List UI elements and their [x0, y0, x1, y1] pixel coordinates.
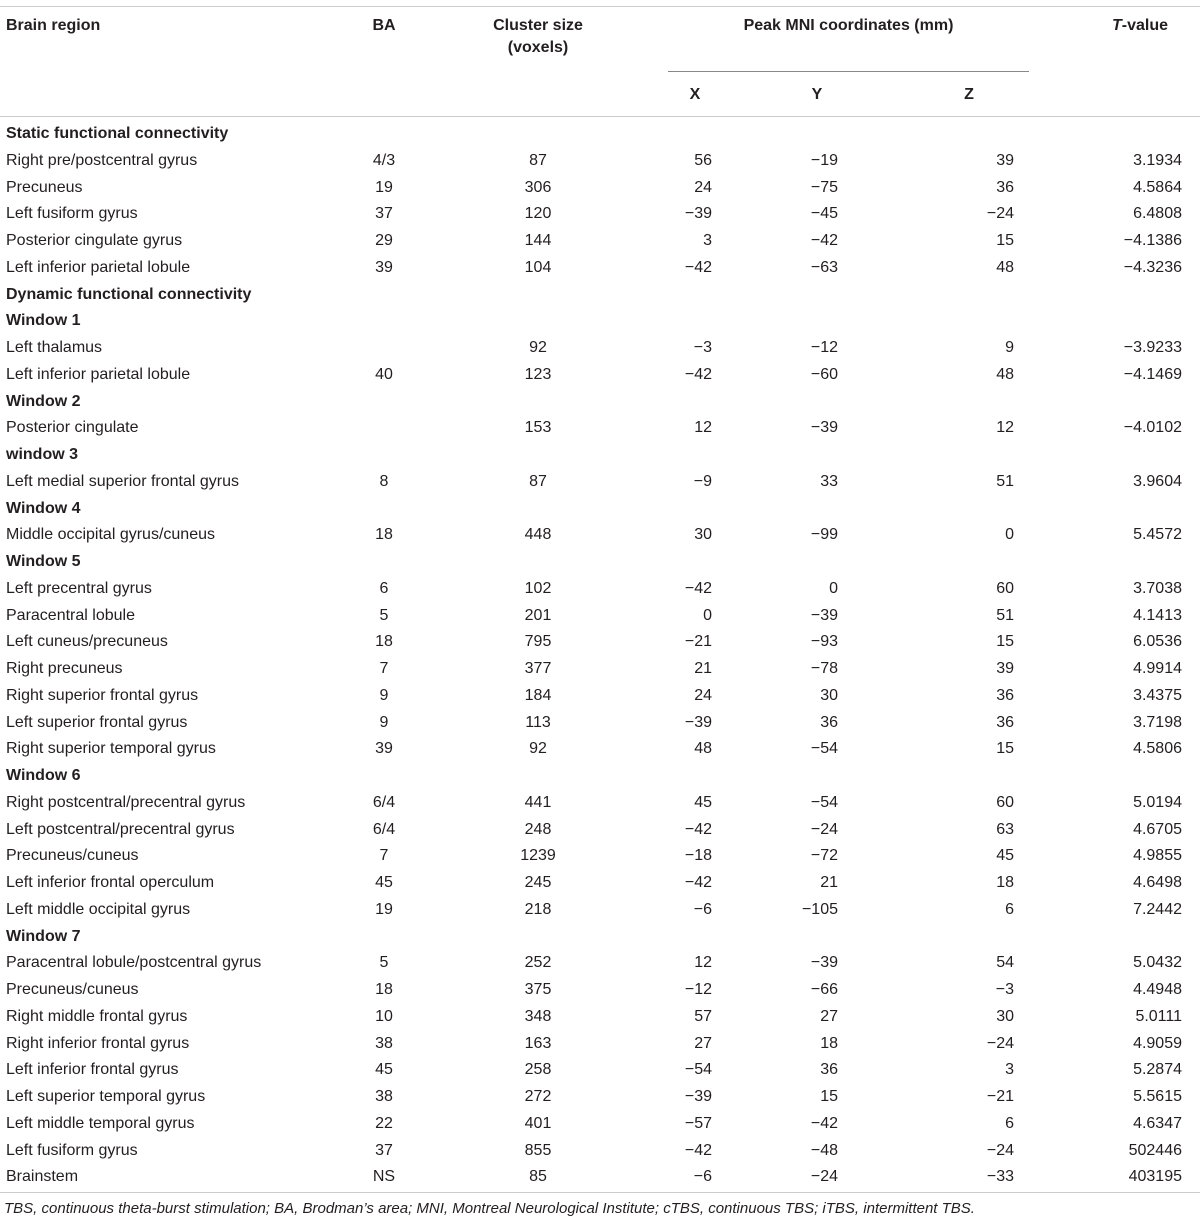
- cell-z: 51: [996, 472, 1014, 490]
- cell-z: 0: [1005, 526, 1014, 544]
- table-row: [0, 1003, 1200, 1030]
- cell-region: Right pre/postcentral gyrus: [6, 151, 198, 169]
- cell-z: 36: [996, 686, 1014, 704]
- cell-cluster: 104: [524, 258, 552, 276]
- cell-t: −3.9233: [1123, 339, 1182, 356]
- cell-region: Left fusiform gyrus: [6, 1141, 138, 1159]
- bottom-rule: [0, 1192, 1200, 1193]
- cell-z: −24: [986, 205, 1014, 223]
- cell-t: −4.1386: [1123, 232, 1182, 249]
- cell-x: 24: [694, 686, 712, 704]
- cell-y: −75: [810, 178, 838, 196]
- cell-cluster: 375: [524, 981, 552, 998]
- header-cluster-line2: (voxels): [507, 39, 569, 56]
- cell-t: 403195: [1128, 1168, 1182, 1186]
- cell-x: −42: [684, 258, 712, 276]
- cell-t: 4.6498: [1133, 874, 1182, 891]
- cell-x: −39: [684, 713, 712, 731]
- cell-t: 4.9855: [1133, 847, 1182, 865]
- header-t-value: [1060, 15, 1168, 37]
- cell-region: Left cuneus/precuneus: [6, 633, 168, 651]
- mni-subheader-rule: [668, 71, 1029, 72]
- cell-region: Left middle temporal gyrus: [6, 1114, 195, 1132]
- cell-t: 4.6705: [1133, 820, 1182, 838]
- table-row: [0, 869, 1200, 896]
- header-ba: BA: [372, 17, 396, 34]
- table-body: [0, 120, 1200, 1190]
- cell-z: 30: [996, 1007, 1014, 1025]
- cell-x: 24: [694, 178, 712, 196]
- table-row: [0, 682, 1200, 709]
- cell-y: −39: [810, 606, 838, 624]
- cell-ba: 38: [375, 1034, 393, 1052]
- cell-y: −105: [801, 900, 838, 918]
- cell-cluster: 92: [529, 740, 547, 758]
- table-row: [0, 1137, 1200, 1164]
- cell-y: −45: [810, 205, 838, 223]
- cell-cluster: 163: [524, 1034, 552, 1052]
- cell-t: 5.0111: [1135, 1007, 1182, 1025]
- cell-z: 15: [996, 633, 1014, 651]
- header-t-rest: -value: [1121, 17, 1168, 34]
- cell-cluster: 377: [524, 660, 552, 677]
- cell-cluster: 855: [524, 1141, 552, 1159]
- cell-x: −12: [684, 981, 712, 998]
- cell-region: Left superior temporal gyrus: [6, 1088, 206, 1105]
- cell-region: Left middle occipital gyrus: [6, 900, 191, 918]
- cell-cluster: 144: [524, 232, 552, 249]
- table-row: [0, 575, 1200, 602]
- table-row: [0, 655, 1200, 682]
- cell-region: Precuneus: [6, 178, 83, 196]
- cell-z: 51: [996, 606, 1014, 624]
- section-header-row: [0, 923, 1200, 950]
- table-row: [0, 735, 1200, 762]
- cell-y: −12: [810, 339, 838, 356]
- cell-cluster: 120: [524, 205, 552, 223]
- cell-x: −42: [684, 874, 712, 891]
- cell-region: Window 4: [6, 499, 81, 517]
- cell-y: −39: [810, 419, 838, 437]
- cell-region: Left inferior frontal gyrus: [6, 1061, 179, 1079]
- cell-t: 3.7038: [1133, 579, 1182, 597]
- header-z: Z: [964, 86, 974, 103]
- table-row: [0, 414, 1200, 441]
- header-cluster-line1: Cluster size: [493, 17, 583, 34]
- cell-t: 4.5806: [1133, 740, 1182, 758]
- cell-z: −24: [986, 1141, 1014, 1159]
- table-row: [0, 334, 1200, 361]
- cell-t: 6.0536: [1133, 633, 1182, 651]
- cell-x: 56: [694, 151, 712, 169]
- cell-ba: 37: [375, 1141, 393, 1159]
- cell-z: 6: [1005, 1114, 1014, 1132]
- section-header-row: [0, 281, 1200, 308]
- cell-x: −6: [693, 900, 712, 918]
- cell-cluster: 87: [529, 151, 547, 169]
- cell-ba: 7: [379, 660, 389, 677]
- table-row: [0, 1163, 1200, 1190]
- cell-z: 18: [996, 874, 1014, 891]
- cell-region: Left superior frontal gyrus: [6, 713, 188, 731]
- cell-y: −93: [810, 633, 838, 651]
- cell-z: 60: [996, 793, 1014, 811]
- cell-t: 3.7198: [1133, 713, 1182, 731]
- cell-region: Left thalamus: [6, 339, 103, 356]
- cell-ba: 9: [379, 686, 389, 704]
- cell-x: 3: [703, 232, 712, 249]
- table-row: [0, 842, 1200, 869]
- table-row: [0, 468, 1200, 495]
- cell-t: 4.6347: [1133, 1114, 1182, 1132]
- cell-y: −54: [810, 740, 838, 758]
- header-t-italic: T: [1111, 17, 1122, 34]
- cell-t: −4.1469: [1123, 365, 1182, 383]
- cell-t: 4.4948: [1133, 981, 1182, 998]
- cell-t: 5.2874: [1133, 1061, 1182, 1079]
- cell-t: −4.3236: [1123, 258, 1182, 276]
- cell-ba: 38: [375, 1088, 393, 1105]
- cell-region: Window 7: [6, 927, 81, 945]
- cell-region: Left inferior parietal lobule: [6, 365, 191, 383]
- cell-z: 48: [996, 365, 1014, 383]
- cell-t: 4.1413: [1133, 606, 1182, 624]
- section-header-row: [0, 120, 1200, 147]
- table-row: [0, 816, 1200, 843]
- cell-ba: 18: [375, 526, 393, 544]
- cell-x: 30: [694, 526, 712, 544]
- cell-z: 9: [1005, 339, 1014, 356]
- table-row: [0, 1110, 1200, 1137]
- cell-region: Paracentral lobule: [6, 606, 135, 624]
- top-rule: [0, 6, 1200, 7]
- cell-y: 0: [829, 579, 838, 597]
- cell-region: Right postcentral/precentral gyrus: [6, 793, 246, 811]
- cell-region: Window 6: [6, 767, 81, 784]
- cell-y: −99: [810, 526, 838, 544]
- cell-ba: 18: [375, 981, 393, 998]
- cell-y: 33: [820, 472, 838, 490]
- cell-z: 15: [996, 740, 1014, 758]
- cell-ba: 37: [375, 205, 393, 223]
- cell-ba: 22: [375, 1114, 393, 1132]
- cell-x: 57: [694, 1007, 712, 1025]
- cell-z: 6: [1005, 900, 1014, 918]
- section-header-row: [0, 548, 1200, 575]
- cell-ba: 7: [379, 847, 389, 865]
- cell-ba: 18: [375, 633, 393, 651]
- cell-t: 5.0432: [1133, 954, 1182, 972]
- cell-ba: 8: [379, 472, 389, 490]
- table-row: [0, 949, 1200, 976]
- header-brain-region: Brain region: [6, 17, 101, 34]
- cell-region: Right superior temporal gyrus: [6, 740, 216, 758]
- cell-cluster: 795: [524, 633, 552, 651]
- cell-y: 27: [820, 1007, 838, 1025]
- cell-y: −42: [810, 232, 838, 249]
- cell-t: 6.4808: [1133, 205, 1182, 223]
- cell-region: Right inferior frontal gyrus: [6, 1034, 190, 1052]
- cell-cluster: 252: [524, 954, 552, 972]
- cell-cluster: 102: [524, 579, 552, 597]
- cell-z: 39: [996, 660, 1014, 677]
- cell-ba: 6/4: [372, 793, 396, 811]
- cell-t: 4.9059: [1133, 1034, 1182, 1052]
- cell-cluster: 348: [524, 1007, 552, 1025]
- cell-x: 0: [703, 606, 712, 624]
- cell-ba: 19: [375, 900, 393, 918]
- cell-x: −39: [684, 1088, 712, 1105]
- cell-cluster: 245: [524, 874, 552, 891]
- cell-y: −39: [810, 954, 838, 972]
- cell-x: 45: [694, 793, 712, 811]
- cell-t: 3.9604: [1133, 472, 1182, 490]
- cell-t: 7.2442: [1133, 900, 1182, 918]
- cell-region: Paracentral lobule/postcentral gyrus: [6, 954, 262, 972]
- cell-region: Window 5: [6, 553, 81, 570]
- cell-y: −60: [810, 365, 838, 383]
- cell-cluster: 92: [529, 339, 547, 356]
- cell-z: −33: [986, 1168, 1014, 1186]
- header-x: X: [689, 86, 701, 103]
- cell-z: 36: [996, 713, 1014, 731]
- cell-region: Brainstem: [6, 1168, 79, 1186]
- cell-y: 36: [820, 713, 838, 731]
- cell-ba: 9: [379, 713, 389, 731]
- cell-region: Left medial superior frontal gyrus: [6, 472, 239, 490]
- cell-region: Middle occipital gyrus/cuneus: [6, 526, 215, 544]
- cell-region: Precuneus/cuneus: [6, 981, 139, 998]
- cell-t: −4.0102: [1123, 419, 1182, 437]
- table-row: [0, 521, 1200, 548]
- cell-z: 36: [996, 178, 1014, 196]
- cell-cluster: 123: [524, 365, 552, 383]
- cell-t: 4.9914: [1133, 660, 1182, 677]
- table-row: [0, 147, 1200, 174]
- cell-cluster: 441: [524, 793, 552, 811]
- cell-ba: 45: [375, 1061, 393, 1079]
- cell-y: −66: [810, 981, 838, 998]
- table-row: [0, 628, 1200, 655]
- cell-x: −9: [693, 472, 712, 490]
- table-row: [0, 1056, 1200, 1083]
- table-row: [0, 200, 1200, 227]
- table-row: [0, 709, 1200, 736]
- table-row: [0, 361, 1200, 388]
- cell-y: 18: [820, 1034, 838, 1052]
- cell-x: 48: [694, 740, 712, 758]
- cell-y: −54: [810, 793, 838, 811]
- cell-z: 15: [996, 232, 1014, 249]
- cell-region: Posterior cingulate: [6, 419, 139, 437]
- cell-region: Left inferior frontal operculum: [6, 874, 215, 891]
- cell-y: −78: [810, 660, 838, 677]
- cell-x: −54: [684, 1061, 712, 1079]
- cell-cluster: 87: [529, 472, 547, 490]
- cell-region: Window 2: [6, 392, 81, 410]
- cell-cluster: 85: [529, 1168, 547, 1186]
- table-row: [0, 602, 1200, 629]
- cell-x: −42: [684, 579, 712, 597]
- cell-region: Right superior frontal gyrus: [6, 686, 199, 704]
- cell-region: Window 1: [6, 312, 81, 330]
- section-header-row: [0, 307, 1200, 334]
- cell-y: −48: [810, 1141, 838, 1159]
- cell-region: Left postcentral/precentral gyrus: [6, 820, 235, 838]
- cell-region: window 3: [6, 446, 78, 463]
- cell-region: Left fusiform gyrus: [6, 205, 138, 223]
- cell-cluster: 218: [524, 900, 552, 918]
- cell-x: 12: [694, 419, 712, 437]
- cell-ba: 45: [375, 874, 393, 891]
- cell-ba: 19: [375, 178, 393, 196]
- table-row: [0, 1030, 1200, 1057]
- table-row: [0, 1083, 1200, 1110]
- cell-ba: 4/3: [372, 151, 396, 169]
- cell-x: −42: [684, 365, 712, 383]
- cell-ba: 29: [375, 232, 393, 249]
- cell-cluster: 401: [524, 1114, 552, 1132]
- cell-cluster: 201: [524, 606, 552, 624]
- cell-cluster: 306: [524, 178, 552, 196]
- section-header-row: [0, 441, 1200, 468]
- cell-ba: 6/4: [372, 820, 396, 838]
- header-peak-mni: Peak MNI coordinates (mm): [743, 17, 954, 34]
- cell-cluster: 248: [524, 820, 552, 838]
- cell-z: 3: [1005, 1061, 1014, 1079]
- table-row: [0, 227, 1200, 254]
- cell-y: −24: [810, 1168, 838, 1186]
- header-rule: [0, 116, 1200, 117]
- section-header-row: [0, 495, 1200, 522]
- cell-x: 12: [694, 954, 712, 972]
- cell-cluster: 153: [524, 419, 552, 437]
- cell-x: 27: [694, 1034, 712, 1052]
- cell-z: 39: [996, 151, 1014, 169]
- cell-cluster: 113: [525, 713, 551, 731]
- cell-x: 21: [694, 660, 712, 677]
- cell-region: Left precentral gyrus: [6, 579, 152, 597]
- cell-z: 45: [996, 847, 1014, 865]
- section-header-row: [0, 762, 1200, 789]
- cell-z: 54: [996, 954, 1014, 972]
- cell-z: 60: [996, 579, 1014, 597]
- cell-ba: 6: [379, 579, 389, 597]
- cell-y: 15: [820, 1088, 838, 1105]
- cell-region: Dynamic functional connectivity: [6, 285, 252, 303]
- cell-ba: 5: [379, 606, 389, 624]
- section-header-row: [0, 388, 1200, 415]
- cell-x: −18: [684, 847, 712, 865]
- cell-y: −24: [810, 820, 838, 838]
- table-row: [0, 976, 1200, 1003]
- cell-ba: 39: [375, 740, 393, 758]
- cell-cluster: 1239: [520, 847, 556, 865]
- cell-t: 5.5615: [1133, 1088, 1182, 1105]
- cell-y: −72: [810, 847, 838, 865]
- cell-y: −42: [810, 1114, 838, 1132]
- header-cluster-size: [478, 15, 598, 59]
- table-row: [0, 789, 1200, 816]
- cell-x: −57: [684, 1114, 712, 1132]
- cell-z: −24: [986, 1034, 1014, 1052]
- cell-x: −42: [684, 820, 712, 838]
- cell-region: Right precuneus: [6, 660, 123, 677]
- cell-z: −3: [995, 981, 1014, 998]
- cell-x: −21: [684, 633, 712, 651]
- cell-t: 502446: [1128, 1141, 1182, 1159]
- cell-cluster: 448: [524, 526, 552, 544]
- cell-t: 4.5864: [1133, 178, 1182, 196]
- cell-t: 3.4375: [1133, 686, 1182, 704]
- cell-y: −19: [810, 151, 838, 169]
- cell-y: 30: [820, 686, 838, 704]
- cell-cluster: 258: [524, 1061, 552, 1079]
- cell-y: 21: [820, 874, 838, 891]
- header-y: Y: [811, 86, 823, 103]
- table-row: [0, 174, 1200, 201]
- cell-region: Left inferior parietal lobule: [6, 258, 191, 276]
- cell-region: Right middle frontal gyrus: [6, 1007, 188, 1025]
- cell-t: 5.4572: [1133, 526, 1182, 544]
- cell-x: −42: [684, 1141, 712, 1159]
- cell-region: Posterior cingulate gyrus: [6, 232, 183, 249]
- cell-y: 36: [820, 1061, 838, 1079]
- cell-t: 3.1934: [1133, 151, 1182, 169]
- cell-cluster: 184: [524, 686, 552, 704]
- cell-z: 63: [996, 820, 1014, 838]
- cell-z: −21: [986, 1088, 1014, 1105]
- cell-z: 48: [996, 258, 1014, 276]
- cell-x: −3: [693, 339, 712, 356]
- cell-ba: 5: [379, 954, 389, 972]
- cell-region: Static functional connectivity: [6, 125, 229, 142]
- cell-x: −6: [693, 1168, 712, 1186]
- cell-t: 5.0194: [1133, 793, 1182, 811]
- cell-x: −39: [684, 205, 712, 223]
- table-row: [0, 896, 1200, 923]
- cell-ba: NS: [372, 1168, 396, 1186]
- cell-ba: 10: [375, 1007, 393, 1025]
- cell-z: 12: [996, 419, 1014, 437]
- cell-ba: 39: [375, 258, 393, 276]
- cell-ba: 40: [375, 365, 393, 383]
- cell-y: −63: [810, 258, 838, 276]
- table-row: [0, 254, 1200, 281]
- cell-region: Precuneus/cuneus: [6, 847, 139, 865]
- cell-cluster: 272: [524, 1088, 552, 1105]
- table-footnote: TBS, continuous theta-burst stimulation; BA, Brodman’s area; MNI, Montreal Neurological Institute; cTBS, continuous TBS; iTBS, intermittent TBS.: [4, 1200, 975, 1217]
